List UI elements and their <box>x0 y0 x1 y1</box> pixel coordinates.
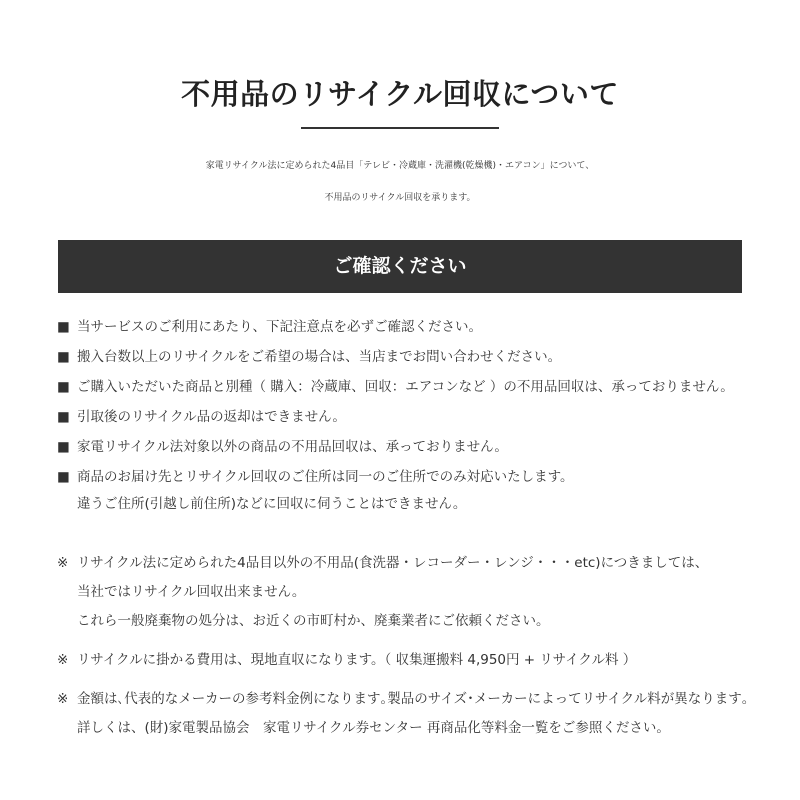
note-continuation: 違うご住所(引越し前住所)などに回収に伺うことはできません。 <box>77 496 467 512</box>
title-underline <box>301 127 499 129</box>
note-text: 搬入台数以上のリサイクルをご希望の場合は、当店までお問い合わせください。 <box>77 349 562 365</box>
intro-text <box>0 150 800 214</box>
note-item <box>57 432 757 462</box>
note-text: 引取後のリサイクル品の返却はできません。 <box>77 409 346 425</box>
remark-mark-icon: ※ <box>57 691 69 707</box>
remark-text: リサイクル法に定められた4品目以外の不用品(食洗器・レコーダー・レンジ・・・etc)につきましては、 <box>77 555 709 571</box>
bullet-icon: ■ <box>57 349 70 365</box>
remark-block <box>57 549 757 636</box>
intro-line-2: 不用品のリサイクル回収を承ります。 <box>324 193 476 203</box>
notes-list <box>57 312 757 520</box>
remark-text: リサイクルに掛かる費用は、現地直収になります。（ 収集運搬料 4,950円 + リサイクル料 ） <box>77 652 637 668</box>
bullet-icon: ■ <box>57 319 70 335</box>
remark-line <box>57 549 757 578</box>
confirm-banner: ご確認ください <box>58 240 742 293</box>
note-item <box>57 372 757 402</box>
remark-block <box>57 646 757 675</box>
remark-text: これら一般廃棄物の処分は、お近くの市町村か、廃棄業者にご依頼ください。 <box>77 613 550 629</box>
remark-line <box>57 685 757 714</box>
bullet-icon: ■ <box>57 409 70 425</box>
bullet-icon: ■ <box>57 379 70 395</box>
note-item <box>57 402 757 432</box>
note-text: 商品のお届け先とリサイクル回収のご住所は同一のご住所でのみ対応いたします。 <box>77 469 574 485</box>
remark-text: 当社ではリサイクル回収出来ません。 <box>77 584 306 600</box>
remark-line <box>57 578 757 607</box>
remark-line <box>57 714 757 743</box>
note-item <box>57 312 757 342</box>
remark-text: 金額は､代表的なメーカーの参考料金例になります｡製品のサイズ･メーカーによってリサイクル料が異なります｡ <box>77 691 749 707</box>
note-item <box>57 462 757 492</box>
remark-text: 詳しくは、(財)家電製品協会 家電リサイクル券センター 再商品化等料金一覧をご参照ください。 <box>77 720 670 736</box>
page-title: 不用品のリサイクル回収について <box>181 77 619 111</box>
remark-line <box>57 607 757 636</box>
remarks-section <box>57 549 757 753</box>
note-text: 当サービスのご利用にあたり、下記注意点を必ずご確認ください。 <box>77 319 482 335</box>
bullet-icon: ■ <box>57 469 70 485</box>
bullet-icon: ■ <box>57 439 70 455</box>
note-text: ご購入いただいた商品と別種（ 購入：冷蔵庫、回収：エアコンなど ）の不用品回収は、承っておりません。 <box>77 379 734 395</box>
remark-line <box>57 646 757 675</box>
remark-block <box>57 685 757 743</box>
note-text: 家電リサイクル法対象以外の商品の不用品回収は、承っておりません。 <box>77 439 508 455</box>
intro-line-1: 家電リサイクル法に定められた4品目「テレビ・冷蔵庫・洗濯機(乾燥機)・エアコン」について、 <box>205 161 595 171</box>
remark-mark-icon: ※ <box>57 652 69 668</box>
note-item <box>57 342 757 372</box>
remark-mark-icon: ※ <box>57 555 69 571</box>
